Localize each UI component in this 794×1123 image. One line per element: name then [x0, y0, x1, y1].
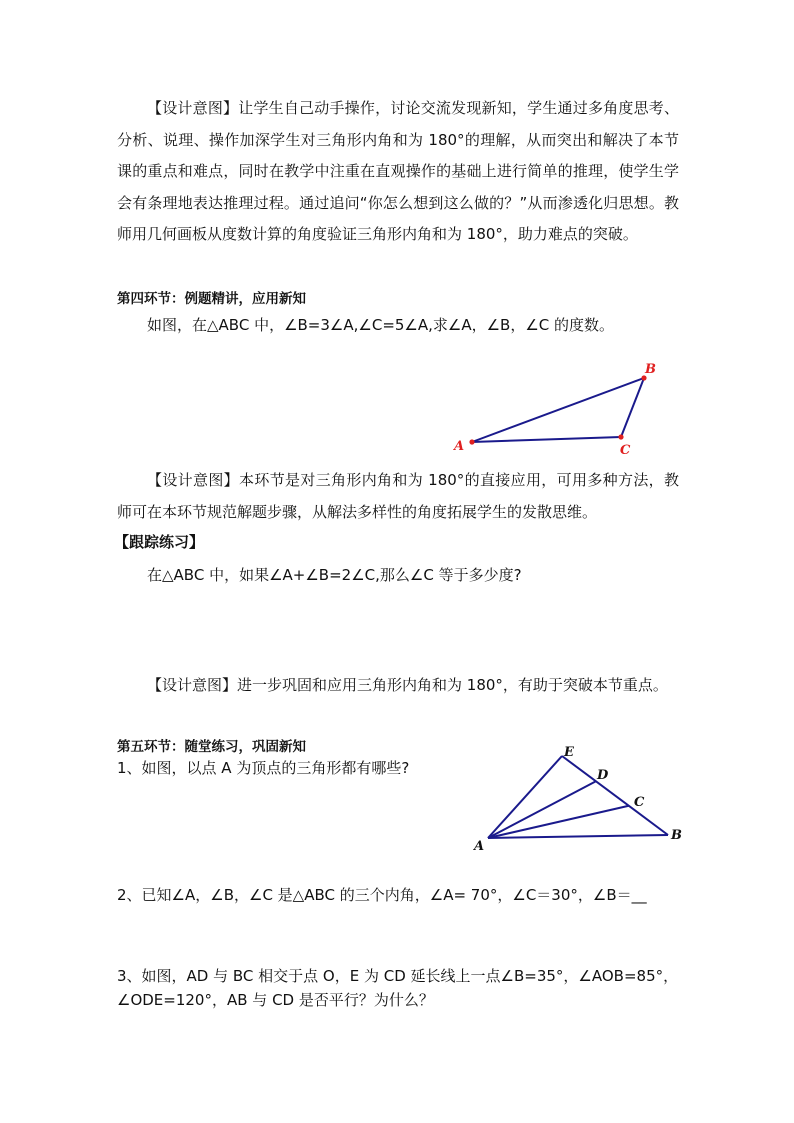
section-5-heading: 第五环节：随堂练习，巩固新知 [117, 739, 306, 755]
segment-eb [562, 756, 668, 835]
segment-ac [472, 437, 621, 442]
figure-label-c: C [634, 795, 645, 810]
segment-ab [472, 378, 644, 442]
practice-question-1: 1、如图，以点 A 为顶点的三角形都有哪些? [117, 759, 410, 777]
design-intent-paragraph-3: 【设计意图】进一步巩固和应用三角形内角和为 180°，有助于突破本节重点。 [147, 676, 668, 694]
section-4-heading: 第四环节：例题精讲，应用新知 [117, 291, 306, 307]
triangle-label-b: B [645, 362, 656, 377]
example-problem: 如图，在△ABC 中，∠B=3∠A,∠C=5∠A,求∠A，∠B，∠C 的度数。 [147, 316, 615, 334]
figure-label-b: B [671, 828, 682, 843]
figure-label-e: E [564, 745, 574, 760]
triangle-label-c: C [620, 443, 631, 458]
segment-ae [488, 756, 562, 838]
segment-bc [621, 378, 644, 437]
design-intent-paragraph-2: 【设计意图】本环节是对三角形内角和为 180°的直接应用，可用多种方法，教师可在本环节规范解题步骤，从解法多样性的角度拓展学生的发散思维。 [117, 471, 679, 521]
practice-question-2: 2、已知∠A，∠B，∠C 是△ABC 的三个内角，∠A= 70°，∠C＝30°，∠B＝__ [117, 886, 647, 904]
figure-label-d: D [597, 768, 609, 783]
segment-ad [488, 781, 596, 838]
segment-ab [488, 835, 668, 838]
followup-question: 在△ABC 中，如果∠A+∠B=2∠C,那么∠C 等于多少度? [147, 566, 522, 584]
triangle-abc-figure [450, 358, 670, 458]
practice-question-3-line-1: 3、如图，AD 与 BC 相交于点 O，E 为 CD 延长线上一点∠B=35°，∠AOB=85°， [117, 967, 679, 985]
triangle-abcde-figure [470, 740, 685, 855]
segment-ac [488, 806, 629, 838]
triangle-label-a: A [454, 439, 465, 454]
design-intent-paragraph-1: 【设计意图】让学生自己动手操作，讨论交流发现新知，学生通过多角度思考、分析、说理、操作加深学生对三角形内角和为 180°的理解，从而突出和解决了本节课的重点和难点，同时在教学中注重在直观操作的基础上进行简单的推理，使学生学会有条理地表达推理过程。通过追问“你怎么想到这么做的？”从而渗透化归思想。教师用几何画板从度数计算的角度验证三角形内角和为 180°，助力难点的突破。 [117, 99, 679, 243]
practice-question-3-line-2: ∠ODE=120°，AB 与 CD 是否平行？为什么？ [117, 991, 434, 1009]
followup-practice-heading: 【跟踪练习】 [114, 533, 205, 551]
point-c [618, 434, 623, 439]
point-a [469, 439, 474, 444]
figure-label-a: A [474, 839, 485, 854]
